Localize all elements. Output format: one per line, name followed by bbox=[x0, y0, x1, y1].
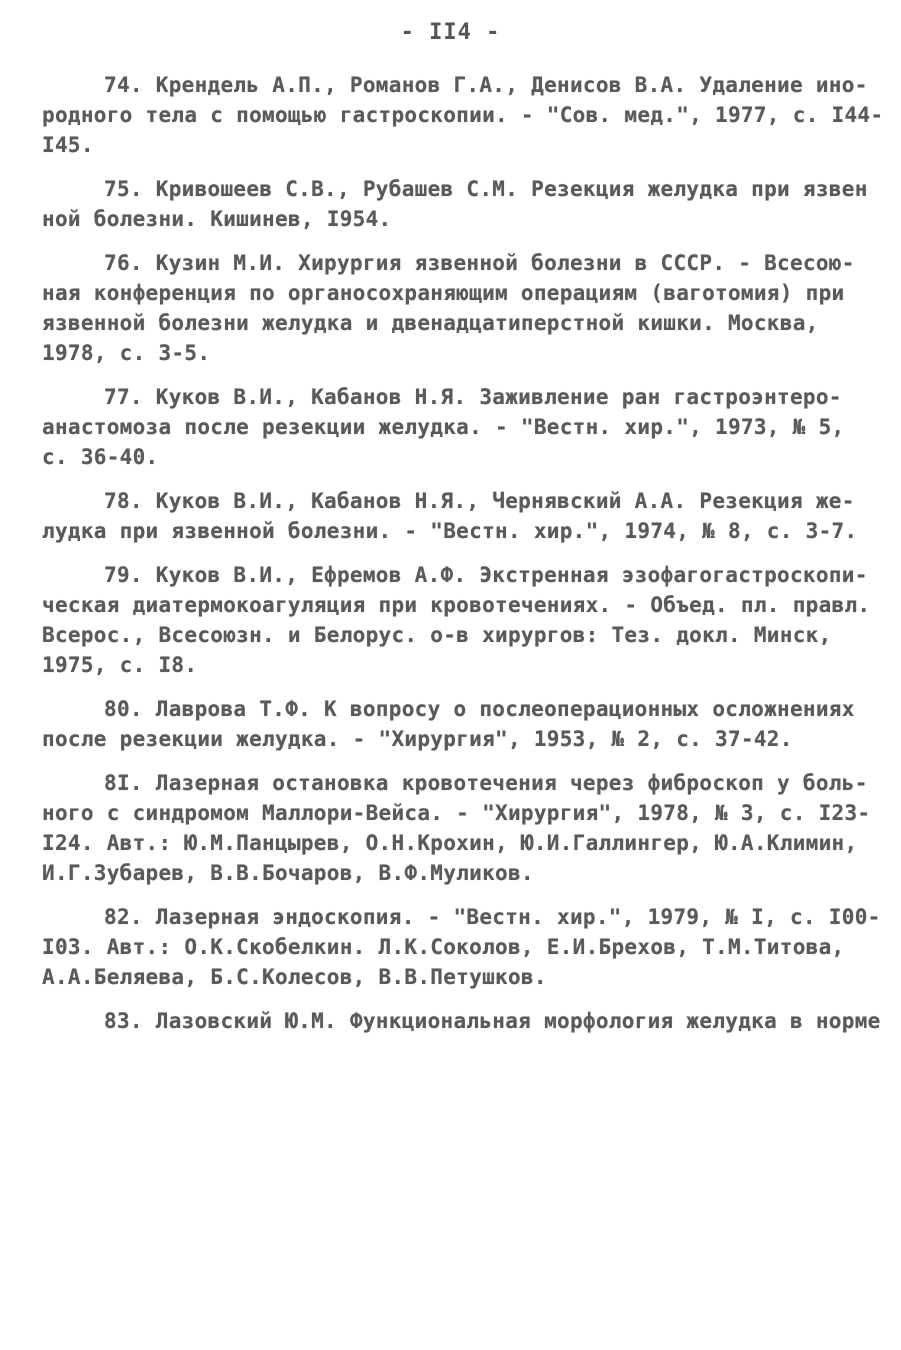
bibliography-entry-79 bbox=[42, 560, 872, 680]
entry-line: ного с синдромом Маллори-Вейса. - "Хирургия", 1978, № 3, с. I23- bbox=[42, 801, 871, 825]
entry-line: I03. Авт.: О.К.Скобелкин. Л.К.Соколов, Е.И.Брехов, Т.М.Титова, bbox=[42, 935, 845, 959]
entry-line: И.Г.Зубарев, В.В.Бочаров, В.Ф.Муликов. bbox=[42, 861, 534, 885]
entry-line: I24. Авт.: Ю.М.Панцырев, О.Н.Крохин, Ю.И.Галлингер, Ю.А.Климин, bbox=[42, 831, 858, 855]
entry-line: 8I. Лазерная остановка кровотечения через фиброскоп у боль- bbox=[104, 771, 868, 795]
entry-line: с. 36-40. bbox=[42, 445, 159, 469]
bibliography-entry-74 bbox=[42, 70, 884, 160]
bibliography-entry-77 bbox=[42, 382, 872, 472]
entry-line: ная конференция по органосохраняющим операциям (ваготомия) при bbox=[42, 281, 845, 305]
entry-line: 76. Кузин М.И. Хирургия язвенной болезни в СССР. - Всесою- bbox=[104, 251, 855, 275]
bibliography-entry-83 bbox=[42, 1006, 881, 1036]
entry-line: ной болезни. Кишинев, I954. bbox=[42, 207, 392, 231]
entry-line: 80. Лаврова Т.Ф. К вопросу о послеоперационных осложнениях bbox=[104, 697, 855, 721]
bibliography-entry-78 bbox=[42, 486, 872, 546]
bibliography-list bbox=[42, 70, 884, 1050]
entry-line: родного тела с помощью гастроскопии. - "Сов. мед.", 1977, с. I44- bbox=[42, 103, 884, 127]
entry-line: 83. Лазовский Ю.М. Функциональная морфология желудка в норме bbox=[104, 1009, 881, 1033]
entry-line: анастомоза после резекции желудка. - "Вестн. хир.", 1973, № 5, bbox=[42, 415, 845, 439]
entry-line: I45. bbox=[42, 133, 94, 157]
entry-line: ческая диатермокоагуляция при кровотечениях. - Объед. пл. правл. bbox=[42, 593, 871, 617]
entry-line: 77. Куков В.И., Кабанов Н.Я. Заживление ран гастроэнтеро- bbox=[104, 385, 842, 409]
entry-line: 78. Куков В.И., Кабанов Н.Я., Чернявский А.А. Резекция же- bbox=[104, 489, 855, 513]
entry-line: 1975, с. I8. bbox=[42, 653, 198, 677]
entry-line: 75. Кривошеев С.В., Рубашев С.М. Резекция желудка при язвен bbox=[104, 177, 868, 201]
entry-line: после резекции желудка. - "Хирургия", 1953, № 2, с. 37-42. bbox=[42, 727, 793, 751]
entry-line: Всерос., Всесоюзн. и Белорус. о-в хирургов: Тез. докл. Минск, bbox=[42, 623, 832, 647]
bibliography-entry-82 bbox=[42, 902, 881, 992]
entry-line: язвенной болезни желудка и двенадцатиперстной кишки. Москва, bbox=[42, 311, 819, 335]
entry-line: 82. Лазерная эндоскопия. - "Вестн. хир.", 1979, № I, с. I00- bbox=[104, 905, 881, 929]
entry-line: 79. Куков В.И., Ефремов А.Ф. Экстренная эзофагогастроскопи- bbox=[104, 563, 868, 587]
entry-line: 74. Крендель А.П., Романов Г.А., Денисов В.А. Удаление ино- bbox=[104, 73, 868, 97]
entry-line: А.А.Беляева, Б.С.Колесов, В.В.Петушков. bbox=[42, 965, 547, 989]
entry-line: лудка при язвенной болезни. - "Вестн. хир.", 1974, № 8, с. 3-7. bbox=[42, 519, 858, 543]
bibliography-entry-81 bbox=[42, 768, 872, 888]
page-number: - II4 - bbox=[400, 20, 501, 45]
entry-line: 1978, с. 3-5. bbox=[42, 341, 211, 365]
bibliography-entry-76 bbox=[42, 248, 872, 368]
bibliography-entry-75 bbox=[42, 174, 872, 234]
bibliography-entry-80 bbox=[42, 694, 872, 754]
